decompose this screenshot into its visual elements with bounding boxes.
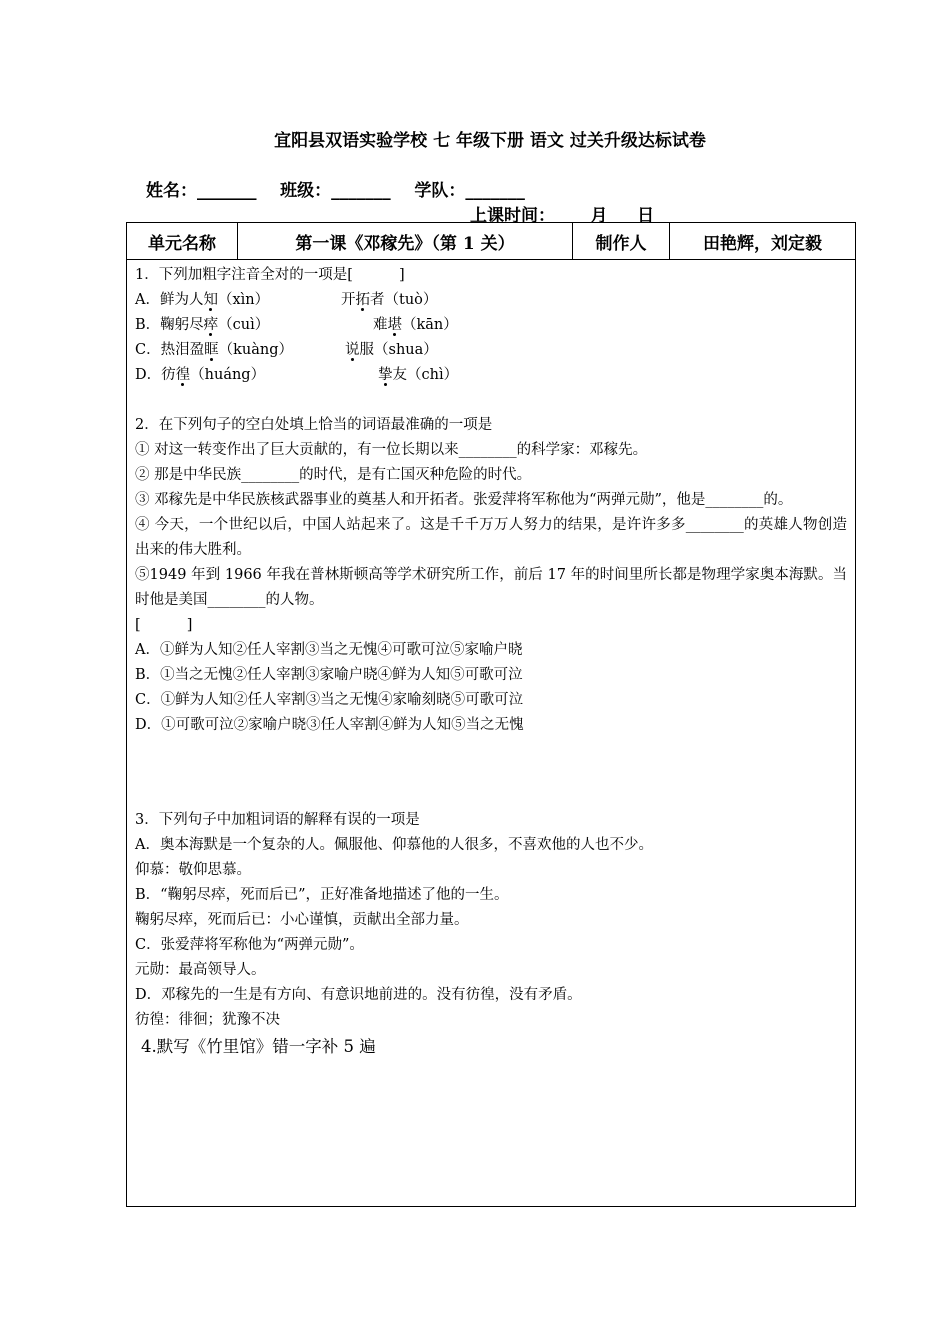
option-text: D．彷 [135,367,176,383]
emphasized-char: 徨 [175,367,191,383]
option-pinyin: （cuì） [218,317,270,333]
q3-stem: 3．下列句子中加粗词语的解释有误的一项是 [135,812,420,828]
option-pinyin: （huáng） [190,367,266,383]
q3-line: 鞠躬尽瘁，死而后已：小心谨慎，贡献出全部力量。 [135,912,469,928]
q2-sentence-2: ② 那是中华民族________的时代，是有亡国灭种危险的时代。 [135,467,532,483]
header-table [126,222,856,260]
emphasized-char: 知 [203,292,218,308]
emphasized-char: 说 [345,342,360,358]
q3-line: A．奥本海默是一个复杂的人。佩服他、仰慕他的人很多，不喜欢他的人也不少。 [135,837,653,853]
author-value: 田艳辉，刘定毅 [670,223,856,260]
q2-sentence-5: ⑤1949 年到 1966 年我在普林斯顿高等学术研究所工作，前后 17 年的时间里所长都是物理学家奥本海默。当时他是美国________的人物。 [135,567,847,608]
unit-value: 第一课《邓稼先》（第 1 关） [238,223,573,260]
class-time-line: 上课时间： 月 日 [470,206,655,226]
q2-option-a: A．①鲜为人知②任人宰割③当之无愧④可歌可泣⑤家喻户晓 [135,642,523,658]
option-second-item [378,363,458,388]
q4-prompt: 4.默写《竹里馆》错一字补 5 遍 [141,1037,376,1056]
student-info-line: 姓名：_______ 班级：_______ 学队：_______ [146,181,525,201]
emphasized-char: 瘁 [203,317,219,333]
q3-line: B．“鞠躬尽瘁，死而后已”，正好准备地描述了他的一生。 [135,887,509,903]
q3-line: C．张爱萍将军称他为“两弹元勋”。 [135,937,364,953]
emphasized-char: 挚 [378,367,393,383]
q1-option [135,338,847,363]
emphasized-char: 眶 [204,342,219,358]
q1-stem: 1．下列加粗字注音全对的一项是[ ] [135,267,405,283]
option-pinyin: （kuàng） [218,342,293,358]
q2-sentence-1: ① 对这一转变作出了巨大贡献的，有一位长期以来________的科学家：邓稼先。 [135,442,648,458]
question-content [135,263,847,1059]
q2-sentence-4: ④ 今天，一个世纪以后，中国人站起来了。这是千千万万人努力的结果，是许许多多________的英雄人物创造出来的伟大胜利。 [135,517,847,558]
option-second-item [341,288,437,313]
option-text: A．鲜为人 [135,292,204,308]
q2-option-b: B．①当之无愧②任人宰割③家喻户晓④鲜为人知⑤可歌可泣 [135,667,523,683]
option-text: C．热泪盈 [135,342,205,358]
option-pinyin: （xìn） [217,292,270,308]
q3-line: 仰慕：敬仰思慕。 [135,862,251,878]
unit-label: 单元名称 [127,223,238,260]
emphasized-char: 拓 [355,292,370,308]
q3-line: 彷徨：徘徊；犹豫不决 [135,1012,280,1028]
option-second-item [345,338,438,363]
page-title: 宜阳县双语实验学校 七 年级下册 语文 过关升级达标试卷 [274,131,706,151]
q2-option-d: D．①可歌可泣②家喻户晓③任人宰割④鲜为人知⑤当之无愧 [135,717,524,733]
q2-answer-bracket: [ ] [135,617,193,633]
emphasized-char: 堪 [387,317,402,333]
q1-option [135,288,847,313]
option-pinyin: 服（shua） [359,342,438,358]
option-pinyin: 友（chì） [392,367,459,383]
q3-line: 元勋：最高领导人。 [135,962,266,978]
option-text: 难 [373,317,388,333]
q1-option [135,363,847,388]
option-text: B．鞠躬尽 [135,317,204,333]
option-pinyin: （kān） [402,317,458,333]
q2-stem: 2．在下列句子的空白处填上恰当的词语最准确的一项是 [135,417,493,433]
q3-line: D．邓稼先的一生是有方向、有意识地前进的。没有彷徨，没有矛盾。 [135,987,582,1003]
option-second-item [373,313,458,338]
q1-option [135,313,847,338]
author-label: 制作人 [573,223,670,260]
q2-sentence-3: ③ 邓稼先是中华民族核武器事业的奠基人和开拓者。张爱萍将军称他为“两弹元勋”，他是________的。 [135,492,793,508]
q2-option-c: C．①鲜为人知②任人宰割③当之无愧④家喻刻晓⑤可歌可泣 [135,692,524,708]
option-text: 开 [341,292,356,308]
q1-options [135,288,847,388]
option-pinyin: 者（tuò） [370,292,438,308]
